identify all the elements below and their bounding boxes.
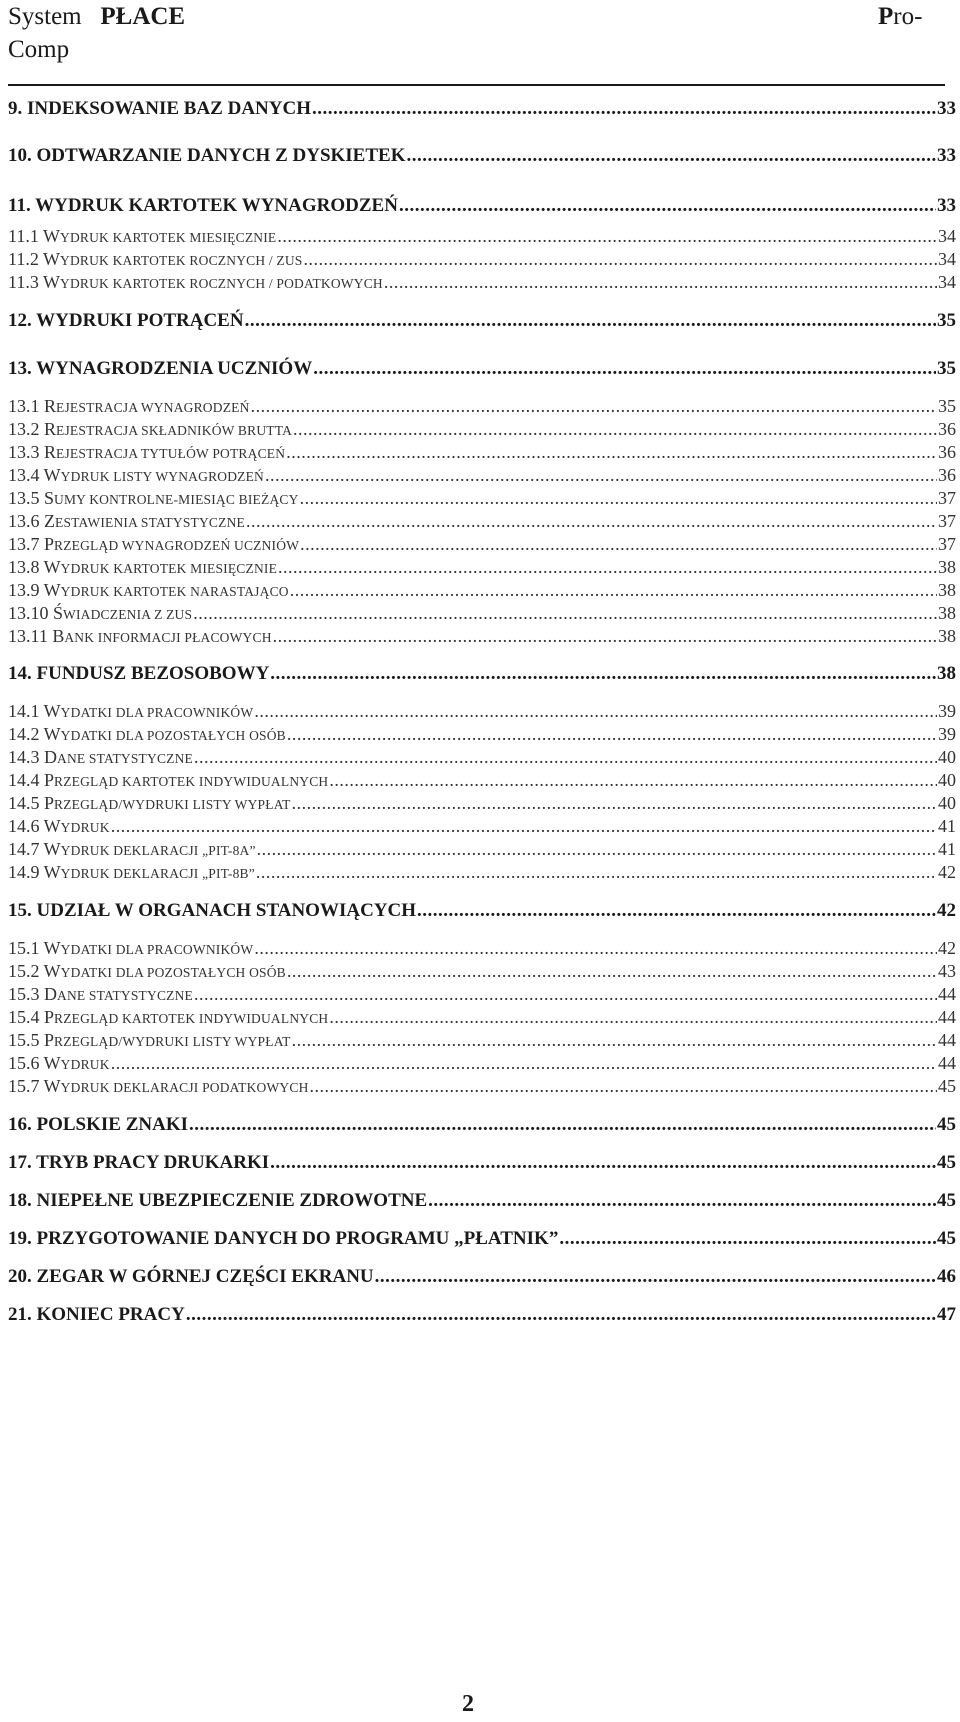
dot-leader <box>375 1266 936 1288</box>
toc-entry-title <box>8 396 250 417</box>
toc-entry-title-lead: 12. WYDRUKI POTRĄCEŃ <box>8 310 244 331</box>
toc-page-number: 44 <box>938 1007 956 1027</box>
toc-subentry[interactable] <box>8 1053 956 1074</box>
toc-page-number: 35 <box>937 358 956 379</box>
toc-entry-title <box>8 747 193 768</box>
toc-subentry[interactable] <box>8 984 956 1005</box>
toc-page-number: 33 <box>937 98 956 119</box>
toc-subentry[interactable] <box>8 534 956 555</box>
toc-subentry[interactable] <box>8 724 956 745</box>
toc-entry-title-rest: RZEGLĄD KARTOTEK INDYWIDUALNYCH <box>54 774 329 789</box>
toc-page-number: 33 <box>937 195 956 216</box>
toc-entry-title-rest: EJESTRACJA TYTUŁÓW POTRĄCEŃ <box>56 446 286 461</box>
toc-entry-title-rest: YDRUK KARTOTEK MIESIĘCZNIE <box>60 561 278 576</box>
toc-entry-title <box>8 1304 185 1326</box>
dot-leader <box>111 1053 937 1074</box>
toc-entry-title <box>8 145 405 167</box>
toc-page-number: 42 <box>937 900 956 921</box>
toc-entry-title-lead: 14.1 W <box>8 701 61 721</box>
toc-page-number: 42 <box>938 938 956 958</box>
toc-entry-title-lead: 13.5 S <box>8 488 55 508</box>
toc-page-number: 44 <box>938 1030 956 1050</box>
toc-entry-title-rest: ANE STATYSTYCZNE <box>57 751 193 766</box>
toc-entry-title <box>8 1030 291 1051</box>
dot-leader <box>287 961 937 982</box>
toc-page-number: 43 <box>938 961 956 981</box>
dot-leader <box>111 816 937 837</box>
toc-page-number: 42 <box>938 862 956 882</box>
toc-entry-title-lead: 21. KONIEC PRACY <box>8 1304 185 1325</box>
toc-subentry[interactable] <box>8 747 956 768</box>
toc-entry-title-rest: YDRUK KARTOTEK ROCZNYCH / PODATKOWYCH <box>60 276 383 291</box>
toc-subentry[interactable] <box>8 226 956 247</box>
toc-entry-title-lead: 14.6 W <box>8 816 61 836</box>
header-left <box>8 0 198 66</box>
toc-entry[interactable] <box>8 1152 956 1174</box>
toc-subentry[interactable] <box>8 816 956 837</box>
toc-page-number: 34 <box>938 272 956 292</box>
dot-leader <box>257 839 937 860</box>
toc-entry[interactable] <box>8 663 956 685</box>
toc-page-number: 39 <box>938 701 956 721</box>
toc-entry-title <box>8 511 245 532</box>
toc-page-number: 38 <box>938 580 956 600</box>
toc-entry-title <box>8 793 291 814</box>
toc-page-number: 40 <box>938 770 956 790</box>
toc-entry-title <box>8 465 264 486</box>
toc-entry-title <box>8 419 292 440</box>
toc-entry-title <box>8 1190 427 1212</box>
dot-leader <box>384 272 937 293</box>
toc-subentry[interactable] <box>8 396 956 417</box>
header-rule <box>8 84 945 86</box>
dot-leader <box>186 1304 936 1326</box>
toc-entry-title-lead: 13.8 W <box>8 557 61 577</box>
toc-page-number: 45 <box>937 1228 956 1249</box>
toc-entry-title-lead: 13.7 P <box>8 534 55 554</box>
toc-entry-title-lead: 20. ZEGAR W GÓRNEJ CZĘŚCI EKRANU <box>8 1266 374 1287</box>
toc-entry-title-lead: 15.6 W <box>8 1053 61 1073</box>
toc-entry-title-lead: 15. UDZIAŁ W ORGANACH STANOWIĄCYCH <box>8 900 417 921</box>
toc-entry-title <box>8 1053 110 1074</box>
toc-entry-title-rest: EJESTRACJA WYNAGRODZEŃ <box>56 400 250 415</box>
toc-page-number: 34 <box>938 226 956 246</box>
toc-page-number: 33 <box>937 145 956 166</box>
toc-entry-title <box>8 226 276 247</box>
toc-entry-title <box>8 1228 558 1250</box>
toc-subentry[interactable] <box>8 839 956 860</box>
toc-entry-title-lead: 14.3 D <box>8 747 57 767</box>
toc-entry-title <box>8 195 398 217</box>
toc-entry-title-lead: 11.2 W <box>8 249 60 269</box>
dot-leader <box>286 442 937 463</box>
toc-page-number: 41 <box>938 839 956 859</box>
toc-page-number: 41 <box>938 816 956 836</box>
toc-entry-title-lead: 11.1 W <box>8 226 60 246</box>
toc-entry-title <box>8 534 299 555</box>
toc-entry-title <box>8 626 272 647</box>
dot-leader <box>256 862 937 883</box>
toc-entry-title-lead: 19. PRZYGOTOWANIE DANYCH DO PROGRAMU „PŁATNIK” <box>8 1228 559 1249</box>
toc-entry-title-lead: 15.7 W <box>8 1076 61 1096</box>
toc-entry-title-rest: YDATKI DLA POZOSTAŁYCH OSÓB <box>60 728 286 743</box>
toc-subentry[interactable] <box>8 603 956 624</box>
toc-page-number: 45 <box>937 1152 956 1173</box>
toc-entry-title-rest: EJESTRACJA SKŁADNIKÓW BRUTTA <box>56 423 293 438</box>
toc-page-number: 36 <box>938 442 956 462</box>
dot-leader <box>194 984 937 1005</box>
toc-entry-title-lead: 13.10 Ś <box>8 603 64 623</box>
dot-leader <box>287 724 937 745</box>
toc-page-number: 38 <box>938 557 956 577</box>
toc-entry-title <box>8 310 244 332</box>
toc-entry-title <box>8 961 286 982</box>
toc-entry-title <box>8 984 193 1005</box>
dot-leader <box>329 770 937 791</box>
toc-subentry[interactable] <box>8 580 956 601</box>
toc-entry-title-rest: RZEGLĄD/WYDRUKI LISTY WYPŁAT <box>54 1034 291 1049</box>
toc-entry-title <box>8 938 253 959</box>
dot-leader <box>428 1190 936 1212</box>
toc-entry-title <box>8 358 312 380</box>
toc-page-number: 40 <box>938 793 956 813</box>
toc-subentry[interactable] <box>8 961 956 982</box>
toc-subentry[interactable] <box>8 862 956 883</box>
dot-leader <box>270 1152 936 1174</box>
toc-entry-title-lead: 14.9 W <box>8 862 61 882</box>
toc-entry-title-rest: YDATKI DLA PRACOWNIKÓW <box>60 705 254 720</box>
toc-page-number: 40 <box>938 747 956 767</box>
toc-entry-title <box>8 272 383 293</box>
toc-entry-title-rest: YDRUK DEKLARACJI „PIT-8A” <box>60 843 256 858</box>
toc-entry-title-rest: YDRUK KARTOTEK MIESIĘCZNIE <box>60 230 277 245</box>
dot-leader <box>290 580 937 601</box>
toc-entry-title-lead: 10. ODTWARZANIE DANYCH Z DYSKIETEK <box>8 145 406 166</box>
toc-subentry[interactable] <box>8 249 956 270</box>
toc-subentry[interactable] <box>8 419 956 440</box>
toc-entry[interactable] <box>8 358 956 380</box>
dot-leader <box>313 358 936 380</box>
toc-entry-title-lead: 15.2 W <box>8 961 61 981</box>
toc-page-number: 45 <box>937 1114 956 1135</box>
toc-entry-title-lead: 13.1 R <box>8 396 57 416</box>
toc-subentry[interactable] <box>8 770 956 791</box>
toc-entry-title-rest: YDATKI DLA PRACOWNIKÓW <box>60 942 254 957</box>
toc-entry-title-lead: 15.1 W <box>8 938 61 958</box>
toc-entry-title-rest: YDRUK KARTOTEK ROCZNYCH / ZUS <box>60 253 303 268</box>
toc-page-number: 37 <box>938 511 956 531</box>
toc-entry-title <box>8 816 110 837</box>
toc-entry-title-lead: 18. NIEPEŁNE UBEZPIECZENIE ZDROWOTNE <box>8 1190 428 1211</box>
dot-leader <box>406 145 936 167</box>
toc-page-number: 37 <box>938 534 956 554</box>
vendor-line2: Comp <box>8 36 70 63</box>
toc-entry-title <box>8 603 192 624</box>
toc-subentry[interactable] <box>8 442 956 463</box>
toc-entry-title <box>8 1114 188 1136</box>
toc-entry-title <box>8 488 299 509</box>
toc-entry-title-rest: RZEGLĄD KARTOTEK INDYWIDUALNYCH <box>54 1011 329 1026</box>
dot-leader <box>312 98 936 120</box>
toc-entry-title <box>8 1076 309 1097</box>
toc-entry-title-lead: 11.3 W <box>8 272 60 292</box>
toc-entry-title <box>8 580 289 601</box>
toc-entry-title-rest: WIADCZENIA Z ZUS <box>63 607 193 622</box>
dot-leader <box>399 195 936 217</box>
toc-entry[interactable] <box>8 310 956 332</box>
dot-leader <box>293 419 937 440</box>
dot-leader <box>559 1228 936 1250</box>
toc-entry-title-lead: 16. POLSKIE ZNAKI <box>8 1114 189 1135</box>
dot-leader <box>254 701 937 722</box>
toc-entry-title-lead: 14. FUNDUSZ BEZOSOBOWY <box>8 663 270 684</box>
toc-page-number: 35 <box>937 310 956 331</box>
toc-subentry[interactable] <box>8 1030 956 1051</box>
header-right <box>878 0 922 33</box>
toc-entry[interactable] <box>8 145 956 167</box>
dot-leader <box>417 900 936 922</box>
dot-leader <box>265 465 937 486</box>
toc-entry[interactable] <box>8 1228 956 1250</box>
toc-entry-title <box>8 724 286 745</box>
toc-entry-title-rest: ANE STATYSTYCZNE <box>57 988 193 1003</box>
toc-entry[interactable] <box>8 1190 956 1212</box>
toc-page-number: 38 <box>937 663 956 684</box>
toc-entry-title <box>8 839 256 860</box>
toc-subentry[interactable] <box>8 938 956 959</box>
toc-entry-title <box>8 1007 328 1028</box>
toc-entry-title-rest: YDRUK <box>60 820 110 835</box>
toc-entry-title-lead: 13.11 B <box>8 626 65 646</box>
toc-entry-title <box>8 663 269 685</box>
toc-page-number: 36 <box>938 465 956 485</box>
toc-entry-title-lead: 15.3 D <box>8 984 57 1004</box>
toc-subentry[interactable] <box>8 465 956 486</box>
toc-subentry[interactable] <box>8 511 956 532</box>
toc-entry-title-rest: YDRUK LISTY WYNAGRODZEŃ <box>60 469 265 484</box>
toc-entry-title-rest: UMY KONTROLNE-MIESIĄC BIEŻĄCY <box>54 492 299 507</box>
toc-entry-title <box>8 701 253 722</box>
toc-subentry[interactable] <box>8 272 956 293</box>
toc-page-number: 34 <box>938 249 956 269</box>
toc-page-number: 36 <box>938 419 956 439</box>
toc-entry-title-lead: 13.4 W <box>8 465 61 485</box>
toc-entry-title-lead: 15.4 P <box>8 1007 55 1027</box>
dot-leader <box>278 557 937 578</box>
toc-entry-title-lead: 13.9 W <box>8 580 61 600</box>
toc-page-number: 35 <box>938 396 956 416</box>
dot-leader <box>193 603 937 624</box>
toc-entry-title-rest: YDRUK <box>60 1057 110 1072</box>
toc-entry-title-lead: 13.2 R <box>8 419 57 439</box>
toc-subentry[interactable] <box>8 488 956 509</box>
toc-page-number: 38 <box>938 626 956 646</box>
system-label: System <box>8 3 82 30</box>
toc-entry-title-rest: ANK INFORMACJI PŁACOWYCH <box>64 630 272 645</box>
dot-leader <box>245 310 936 332</box>
dot-leader <box>310 1076 937 1097</box>
toc-page-number: 46 <box>937 1266 956 1287</box>
toc-entry-title-lead: 14.5 P <box>8 793 55 813</box>
toc-entry-title <box>8 249 303 270</box>
toc-entry-title-rest: YDRUK DEKLARACJI „PIT-8B” <box>60 866 255 881</box>
toc-page-number: 47 <box>937 1304 956 1325</box>
dot-leader <box>194 747 937 768</box>
dot-leader <box>189 1114 936 1136</box>
toc-entry[interactable] <box>8 98 956 120</box>
toc-entry-title-rest: ESTAWIENIA STATYSTYCZNE <box>55 515 245 530</box>
toc-entry[interactable] <box>8 1114 956 1136</box>
toc-entry-title-rest: YDATKI DLA POZOSTAŁYCH OSÓB <box>60 965 286 980</box>
toc-entry-title-lead: 14.2 W <box>8 724 61 744</box>
toc-entry-title-rest: YDRUK DEKLARACJI PODATKOWYCH <box>60 1080 309 1095</box>
toc-entry-title-lead: 15.5 P <box>8 1030 55 1050</box>
dot-leader <box>254 938 937 959</box>
toc-subentry[interactable] <box>8 701 956 722</box>
toc-entry-title <box>8 862 255 883</box>
toc-page-number: 38 <box>938 603 956 623</box>
toc-entry-title-rest: RZEGLĄD WYNAGRODZEŃ UCZNIÓW <box>54 538 300 553</box>
toc-entry-title <box>8 1266 374 1288</box>
vendor-rest: ro- <box>893 3 923 30</box>
dot-leader <box>246 511 937 532</box>
toc-entry-title-lead: 13.6 Z <box>8 511 55 531</box>
toc-entry-title-rest: RZEGLĄD/WYDRUKI LISTY WYPŁAT <box>54 797 291 812</box>
dot-leader <box>300 534 937 555</box>
dot-leader <box>292 793 937 814</box>
page-number: 2 <box>462 1691 474 1717</box>
dot-leader <box>273 626 937 647</box>
toc-page-number: 44 <box>938 1053 956 1073</box>
toc-page-number: 44 <box>938 984 956 1004</box>
toc-entry-title-lead: 14.4 P <box>8 770 55 790</box>
toc-entry-title <box>8 900 416 922</box>
toc-entry-title-lead: 14.7 W <box>8 839 61 859</box>
toc-entry-title <box>8 557 277 578</box>
toc-entry-title-lead: 9. INDEKSOWANIE BAZ DANYCH <box>8 98 311 119</box>
toc-entry-title <box>8 442 285 463</box>
toc-entry-title-rest: YDRUK KARTOTEK NARASTAJĄCO <box>60 584 289 599</box>
app-name: PŁACE <box>100 3 186 30</box>
toc-entry[interactable] <box>8 1304 956 1326</box>
toc-subentry[interactable] <box>8 793 956 814</box>
dot-leader <box>300 488 937 509</box>
dot-leader <box>277 226 937 247</box>
dot-leader <box>270 663 936 685</box>
toc-entry-title-lead: 17. TRYB PRACY DRUKARKI <box>8 1152 270 1173</box>
toc-entry-title-lead: 13. WYNAGRODZENIA UCZNIÓW <box>8 358 313 379</box>
toc-subentry[interactable] <box>8 1076 956 1097</box>
toc-page-number: 45 <box>938 1076 956 1096</box>
toc-subentry[interactable] <box>8 557 956 578</box>
toc-subentry[interactable] <box>8 626 956 647</box>
dot-leader <box>292 1030 937 1051</box>
dot-leader <box>329 1007 937 1028</box>
dot-leader <box>304 249 938 270</box>
toc-entry[interactable] <box>8 195 956 217</box>
vendor-initial: P <box>878 3 894 30</box>
toc-entry-title-lead: 11. WYDRUK KARTOTEK WYNAGRODZEŃ <box>8 195 398 216</box>
toc-entry[interactable] <box>8 900 956 922</box>
toc-page-number: 45 <box>937 1190 956 1211</box>
toc-entry-title <box>8 770 328 791</box>
dot-leader <box>251 396 937 417</box>
toc-page-number: 39 <box>938 724 956 744</box>
toc-entry[interactable] <box>8 1266 956 1288</box>
toc-page-number: 37 <box>938 488 956 508</box>
toc-entry-title-lead: 13.3 R <box>8 442 57 462</box>
toc-subentry[interactable] <box>8 1007 956 1028</box>
toc-entry-title <box>8 1152 269 1174</box>
toc-entry-title <box>8 98 311 120</box>
